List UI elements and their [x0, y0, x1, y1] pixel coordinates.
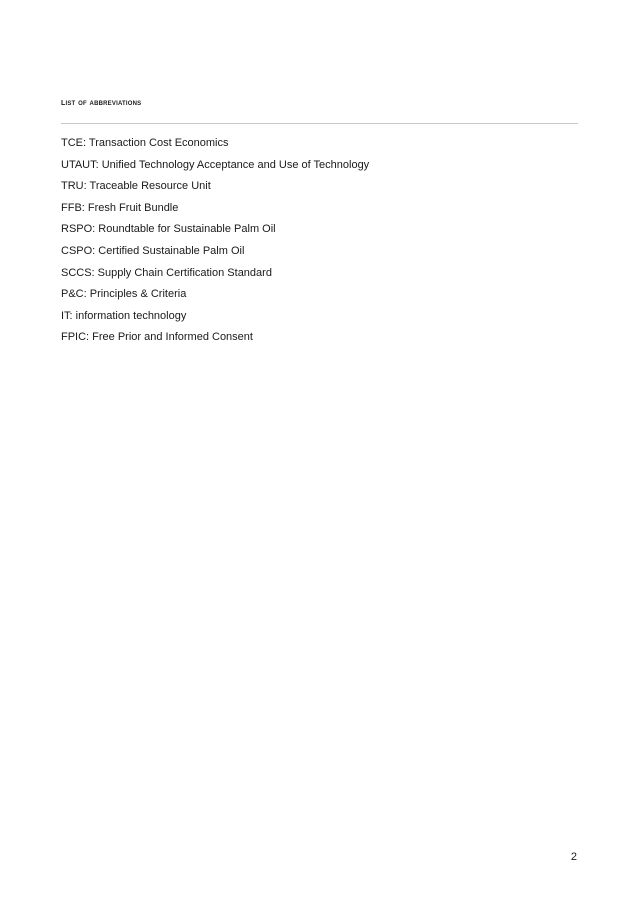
- abbreviation-item: UTAUT: Unified Technology Acceptance and Use of Technology: [61, 158, 370, 171]
- section-heading: [61, 96, 141, 108]
- abbreviation-item: TRU: Traceable Resource Unit: [61, 180, 211, 193]
- abbreviation-item: CSPO: Certified Sustainable Palm Oil: [61, 244, 245, 257]
- abbreviation-item: FFB: Fresh Fruit Bundle: [61, 201, 179, 214]
- page-number: 2: [570, 851, 577, 863]
- abbreviation-item: TCE: Transaction Cost Economics: [61, 137, 229, 149]
- abbreviation-item: FPIC: Free Prior and Informed Consent: [61, 331, 253, 344]
- heading-rest: ist of abbreviations: [65, 97, 142, 107]
- abbreviation-list: [61, 133, 369, 349]
- abbreviation-item: SCCS: Supply Chain Certification Standard: [61, 266, 272, 279]
- heading-initial: l: [61, 96, 66, 108]
- abbreviation-item: RSPO: Roundtable for Sustainable Palm Oil: [61, 223, 276, 236]
- heading-divider: [61, 123, 578, 124]
- abbreviation-item: P&C: Principles & Criteria: [61, 288, 187, 301]
- abbreviation-item: IT: information technology: [61, 309, 187, 322]
